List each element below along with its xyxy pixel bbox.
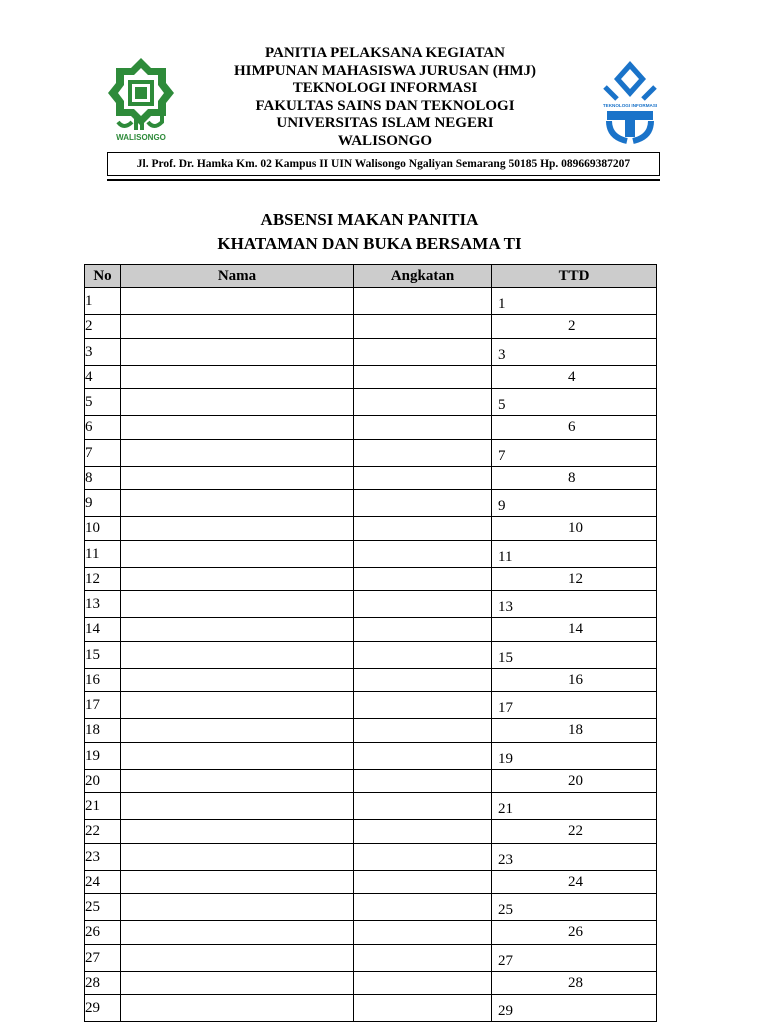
row-number: 7 — [85, 439, 121, 466]
row-number: 11 — [85, 540, 121, 567]
table-row — [85, 921, 657, 945]
table-row — [85, 389, 657, 416]
ttd-field[interactable] — [492, 971, 657, 995]
table-row — [85, 338, 657, 365]
table-row — [85, 416, 657, 440]
row-number: 18 — [85, 719, 121, 743]
nama-field[interactable] — [121, 995, 354, 1022]
ttd-number: 28 — [568, 974, 583, 991]
ttd-field[interactable] — [492, 365, 657, 389]
ttd-number: 29 — [498, 1003, 513, 1019]
ttd-number: 27 — [498, 952, 513, 969]
table-row — [85, 843, 657, 870]
nama-field[interactable] — [121, 618, 354, 642]
table-row — [85, 944, 657, 971]
ttd-field[interactable] — [492, 288, 657, 315]
angkatan-field[interactable] — [354, 517, 492, 541]
ttd-number: 5 — [498, 397, 506, 413]
column-header-nama: Nama — [121, 265, 354, 288]
ttd-field[interactable] — [492, 540, 657, 567]
ttd-field[interactable] — [492, 591, 657, 618]
ttd-number: 8 — [568, 469, 576, 486]
nama-field[interactable] — [121, 315, 354, 339]
ttd-number: 20 — [568, 772, 583, 789]
column-header-no: No — [85, 265, 121, 288]
table-row — [85, 315, 657, 339]
angkatan-field[interactable] — [354, 540, 492, 567]
ttd-field[interactable] — [492, 416, 657, 440]
ttd-field[interactable] — [492, 793, 657, 820]
nama-field[interactable] — [121, 921, 354, 945]
angkatan-field[interactable] — [354, 820, 492, 844]
header-line: TEKNOLOGI INFORMASI — [292, 80, 478, 97]
nama-field[interactable] — [121, 820, 354, 844]
nama-field[interactable] — [121, 466, 354, 490]
nama-field[interactable] — [121, 870, 354, 894]
row-number: 5 — [85, 389, 121, 416]
row-number: 1 — [85, 288, 121, 315]
row-number: 12 — [85, 567, 121, 591]
nama-field[interactable] — [121, 517, 354, 541]
row-number: 24 — [85, 870, 121, 894]
ttd-number: 24 — [568, 873, 583, 890]
row-number: 17 — [85, 692, 121, 719]
ttd-field[interactable] — [492, 692, 657, 719]
ttd-number: 17 — [498, 700, 513, 716]
row-number: 27 — [85, 944, 121, 971]
table-row — [85, 618, 657, 642]
nama-field[interactable] — [121, 719, 354, 743]
row-number: 29 — [85, 995, 121, 1022]
angkatan-field[interactable] — [354, 971, 492, 995]
table-row — [85, 641, 657, 668]
nama-field[interactable] — [121, 439, 354, 466]
document-title: ABSENSI MAKAN PANITIA — [260, 210, 479, 229]
table-row — [85, 567, 657, 591]
ttd-field[interactable] — [492, 742, 657, 769]
table-row — [85, 995, 657, 1022]
attendance-table — [84, 264, 657, 1022]
row-number: 19 — [85, 742, 121, 769]
address-text: Jl. Prof. Dr. Hamka Km. 02 Kampus II UIN Walisongo Ngaliyan Semarang 50185 Hp. 089669387207 — [136, 158, 631, 170]
ttd-number: 10 — [568, 520, 583, 537]
row-number: 9 — [85, 490, 121, 517]
table-row — [85, 668, 657, 692]
angkatan-field[interactable] — [354, 591, 492, 618]
ttd-field[interactable] — [492, 944, 657, 971]
angkatan-field[interactable] — [354, 567, 492, 591]
ttd-field[interactable] — [492, 820, 657, 844]
angkatan-field[interactable] — [354, 389, 492, 416]
nama-field[interactable] — [121, 490, 354, 517]
angkatan-field[interactable] — [354, 894, 492, 921]
ttd-number: 25 — [498, 902, 513, 918]
angkatan-field[interactable] — [354, 439, 492, 466]
nama-field[interactable] — [121, 692, 354, 719]
row-number: 3 — [85, 338, 121, 365]
ttd-number: 1 — [498, 296, 506, 312]
ttd-number: 16 — [568, 671, 583, 688]
table-row — [85, 540, 657, 567]
ttd-number: 12 — [568, 570, 583, 587]
table-row — [85, 692, 657, 719]
table-row — [85, 742, 657, 769]
nama-field[interactable] — [121, 971, 354, 995]
ttd-number: 9 — [498, 498, 506, 514]
ttd-number: 3 — [498, 346, 506, 363]
nama-field[interactable] — [121, 567, 354, 591]
row-number: 20 — [85, 769, 121, 793]
row-number: 16 — [85, 668, 121, 692]
ttd-number: 13 — [498, 599, 513, 615]
column-header-ttd: TTD — [492, 265, 657, 288]
row-number: 22 — [85, 820, 121, 844]
angkatan-field[interactable] — [354, 315, 492, 339]
address-box — [107, 152, 660, 176]
angkatan-field[interactable] — [354, 365, 492, 389]
nama-field[interactable] — [121, 365, 354, 389]
logo-right-text: TEKNOLOGI INFORMASI — [603, 103, 657, 108]
ttd-field[interactable] — [492, 618, 657, 642]
table-row — [85, 591, 657, 618]
row-number: 21 — [85, 793, 121, 820]
angkatan-field[interactable] — [354, 416, 492, 440]
header-line: WALISONGO — [337, 132, 433, 149]
angkatan-field[interactable] — [354, 466, 492, 490]
angkatan-field[interactable] — [354, 618, 492, 642]
uin-walisongo-logo-icon — [108, 56, 174, 142]
nama-field[interactable] — [121, 742, 354, 769]
table-row — [85, 719, 657, 743]
ttd-number: 21 — [498, 801, 513, 817]
ttd-number: 18 — [568, 722, 583, 739]
table-row — [85, 288, 657, 315]
row-number: 10 — [85, 517, 121, 541]
ttd-field[interactable] — [492, 719, 657, 743]
row-number: 15 — [85, 641, 121, 668]
ttd-field[interactable] — [492, 921, 657, 945]
ttd-number: 2 — [568, 318, 576, 335]
ttd-field[interactable] — [492, 769, 657, 793]
angkatan-field[interactable] — [354, 793, 492, 820]
row-number: 26 — [85, 921, 121, 945]
ttd-number: 4 — [568, 368, 576, 385]
nama-field[interactable] — [121, 591, 354, 618]
row-number: 13 — [85, 591, 121, 618]
ttd-field[interactable] — [492, 517, 657, 541]
ttd-number: 15 — [498, 649, 513, 666]
ttd-field[interactable] — [492, 870, 657, 894]
ttd-field[interactable] — [492, 389, 657, 416]
table-row — [85, 793, 657, 820]
address-rule — [107, 179, 660, 181]
nama-field[interactable] — [121, 288, 354, 315]
angkatan-field[interactable] — [354, 288, 492, 315]
ttd-field[interactable] — [492, 843, 657, 870]
angkatan-field[interactable] — [354, 338, 492, 365]
ttd-field[interactable] — [492, 641, 657, 668]
letterhead — [185, 45, 585, 151]
nama-field[interactable] — [121, 540, 354, 567]
table-row — [85, 365, 657, 389]
header-line: PANITIA PELAKSANA KEGIATAN — [264, 45, 506, 61]
row-number: 6 — [85, 416, 121, 440]
angkatan-field[interactable] — [354, 870, 492, 894]
ttd-number: 11 — [498, 548, 513, 565]
table-header-row — [85, 265, 657, 288]
header-line: FAKULTAS SAINS DAN TEKNOLOGI — [255, 97, 515, 114]
table-row — [85, 439, 657, 466]
header-line: UNIVERSITAS ISLAM NEGERI — [276, 115, 494, 132]
ttd-number: 14 — [568, 621, 583, 638]
ttd-number: 6 — [568, 419, 576, 436]
logo-left-text: WALISONGO — [116, 133, 166, 142]
document-subtitle: KHATAMAN DAN BUKA BERSAMA TI — [217, 234, 522, 253]
ttd-field[interactable] — [492, 439, 657, 466]
angkatan-field[interactable] — [354, 995, 492, 1022]
table-row — [85, 517, 657, 541]
row-number: 4 — [85, 365, 121, 389]
ttd-field[interactable] — [492, 995, 657, 1022]
angkatan-field[interactable] — [354, 769, 492, 793]
nama-field[interactable] — [121, 389, 354, 416]
ttd-field[interactable] — [492, 668, 657, 692]
nama-field[interactable] — [121, 944, 354, 971]
row-number: 2 — [85, 315, 121, 339]
table-row — [85, 870, 657, 894]
table-row — [85, 971, 657, 995]
ttd-number: 7 — [498, 447, 506, 464]
ttd-field[interactable] — [492, 315, 657, 339]
ttd-number: 23 — [498, 851, 513, 868]
table-row — [85, 769, 657, 793]
row-number: 25 — [85, 894, 121, 921]
ttd-number: 19 — [498, 750, 513, 767]
table-row — [85, 490, 657, 517]
table-body — [85, 288, 657, 1022]
teknologi-informasi-logo-icon — [603, 59, 657, 147]
row-number: 14 — [85, 618, 121, 642]
angkatan-field[interactable] — [354, 641, 492, 668]
column-header-angkatan: Angkatan — [354, 265, 492, 288]
ttd-field[interactable] — [492, 490, 657, 517]
ttd-field[interactable] — [492, 466, 657, 490]
nama-field[interactable] — [121, 894, 354, 921]
angkatan-field[interactable] — [354, 668, 492, 692]
nama-field[interactable] — [121, 641, 354, 668]
angkatan-field[interactable] — [354, 719, 492, 743]
row-number: 23 — [85, 843, 121, 870]
angkatan-field[interactable] — [354, 742, 492, 769]
row-number: 28 — [85, 971, 121, 995]
angkatan-field[interactable] — [354, 944, 492, 971]
nama-field[interactable] — [121, 416, 354, 440]
ttd-field[interactable] — [492, 567, 657, 591]
ttd-number: 22 — [568, 823, 583, 840]
angkatan-field[interactable] — [354, 692, 492, 719]
angkatan-field[interactable] — [354, 490, 492, 517]
ttd-number: 26 — [568, 924, 583, 941]
nama-field[interactable] — [121, 338, 354, 365]
nama-field[interactable] — [121, 769, 354, 793]
ttd-field[interactable] — [492, 894, 657, 921]
nama-field[interactable] — [121, 793, 354, 820]
nama-field[interactable] — [121, 843, 354, 870]
angkatan-field[interactable] — [354, 921, 492, 945]
row-number: 8 — [85, 466, 121, 490]
nama-field[interactable] — [121, 668, 354, 692]
ttd-field[interactable] — [492, 338, 657, 365]
table-row — [85, 820, 657, 844]
table-row — [85, 894, 657, 921]
table-row — [85, 466, 657, 490]
angkatan-field[interactable] — [354, 843, 492, 870]
header-line: HIMPUNAN MAHASISWA JURUSAN (HMJ) — [233, 62, 537, 79]
